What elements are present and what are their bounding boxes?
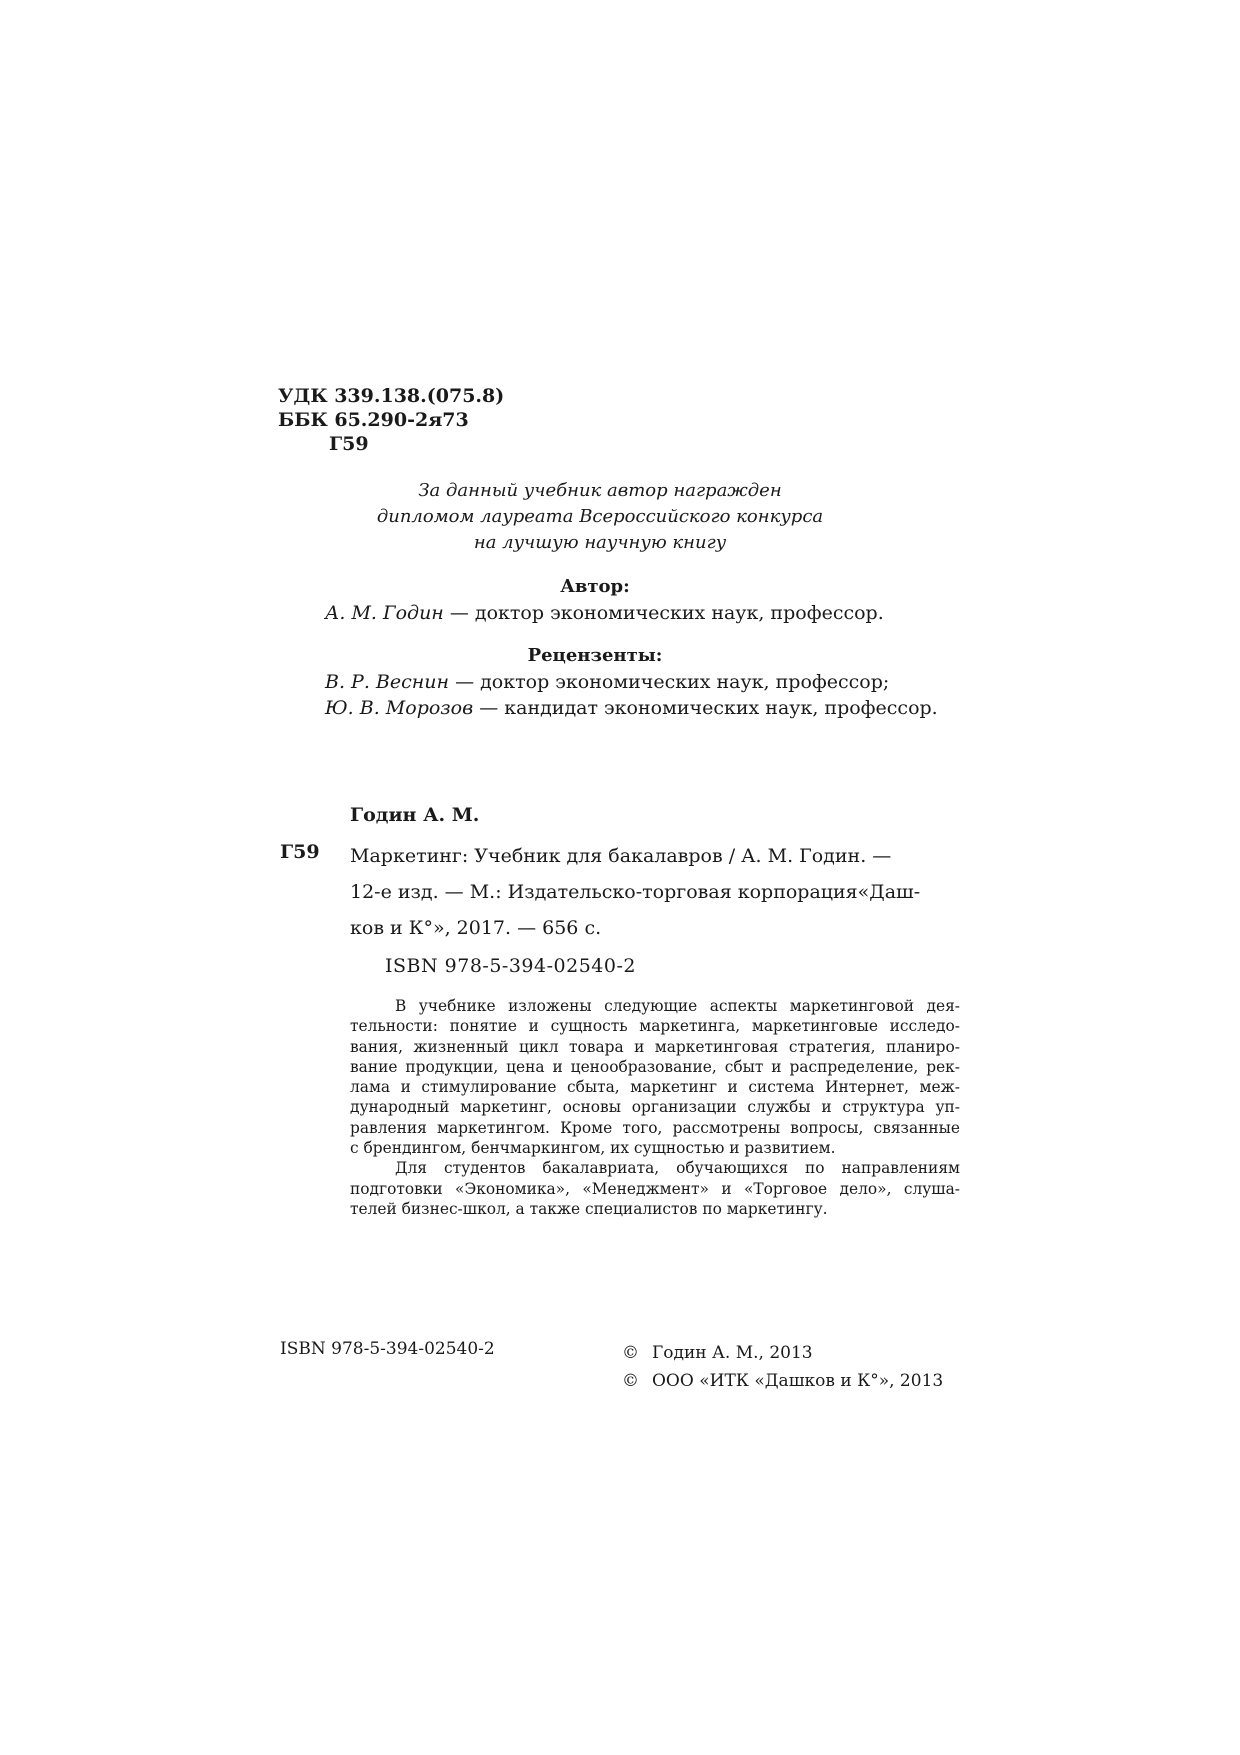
bib-line: Маркетинг: Учебник для бакалавров / А. М. Годин. — [350, 845, 892, 867]
copyright-line [622, 1367, 943, 1395]
reviewer-desc: — доктор экономических наук, профессор; [449, 671, 890, 693]
abstract-line: вания, жизненный цикл товара и маркетинговая стратегия, планиро- [350, 1037, 960, 1056]
reviewers-heading: Рецензенты: [527, 645, 663, 666]
reviewer-name: В. Р. Веснин [325, 671, 450, 693]
reviewer-line [325, 697, 938, 719]
copyright-icon: © [622, 1371, 639, 1391]
copyright-notices [622, 1339, 943, 1395]
abstract-line: вание продукции, цена и ценообразование, сбыт и распределение, рек- [350, 1057, 960, 1076]
bib-line: 12-е изд. — М.: Издательско-торговая корпорация«Даш- [350, 881, 921, 903]
author-desc: — доктор экономических наук, профессор. [443, 602, 884, 624]
abstract-line: тельности: понятие и сущность маркетинга, маркетинговые исследо- [350, 1017, 960, 1036]
award-note [300, 478, 900, 556]
award-line: За данный учебник автор награжден [418, 480, 782, 501]
bib-record [350, 838, 960, 946]
abstract-line: дународный маркетинг, основы организации службы и структура уп- [350, 1098, 960, 1117]
copyright-text: ООО «ИТК «Дашков и К°», 2013 [652, 1371, 944, 1391]
abstract-line: с брендингом, бенчмаркингом, их сущностью и развитием. [350, 1139, 836, 1158]
bib-mark: Г59 [280, 841, 320, 863]
author-heading: Автор: [560, 576, 630, 597]
copyright-text: Годин А. М., 2013 [652, 1343, 813, 1363]
bbk-code: ББК 65.290-2я73 [278, 409, 469, 431]
award-line: на лучшую научную книгу [473, 532, 727, 553]
abstract-line: лама и стимулирование сбыта, маркетинг и система Интернет, меж- [350, 1078, 960, 1097]
abstract-line: телей бизнес-школ, а также специалистов по маркетингу. [350, 1199, 828, 1218]
classification-codes [278, 384, 504, 456]
bib-author: Годин А. М. [350, 804, 480, 826]
abstract-line: В учебнике изложены следующие аспекты маркетинговой дея- [395, 997, 960, 1015]
author-line [325, 602, 884, 624]
copyright-line [622, 1339, 943, 1367]
abstract [350, 996, 960, 1219]
abstract-line: равления маркетингом. Кроме того, рассмотрены вопросы, связанные [350, 1118, 960, 1137]
reviewer-desc: — кандидат экономических наук, профессор. [473, 697, 938, 719]
footer-isbn: ISBN 978-5-394-02540-2 [280, 1339, 495, 1359]
bib-isbn: ISBN 978-5-394-02540-2 [385, 955, 636, 977]
reviewer-name: Ю. В. Морозов [325, 697, 474, 719]
award-line: дипломом лауреата Всероссийского конкурса [376, 506, 824, 527]
author-name: А. М. Годин [325, 602, 444, 624]
copyright-icon: © [622, 1343, 639, 1363]
abstract-line: подготовки «Экономика», «Менеджмент» и «Торговое дело», слуша- [350, 1179, 960, 1198]
abstract-line: Для студентов бакалавриата, обучающихся по направлениям [395, 1159, 960, 1178]
reviewer-line [325, 671, 889, 693]
author-mark: Г59 [329, 433, 369, 455]
bib-line: ков и К°», 2017. — 656 с. [350, 917, 602, 939]
udk-code: УДК 339.138.(075.8) [278, 385, 505, 407]
